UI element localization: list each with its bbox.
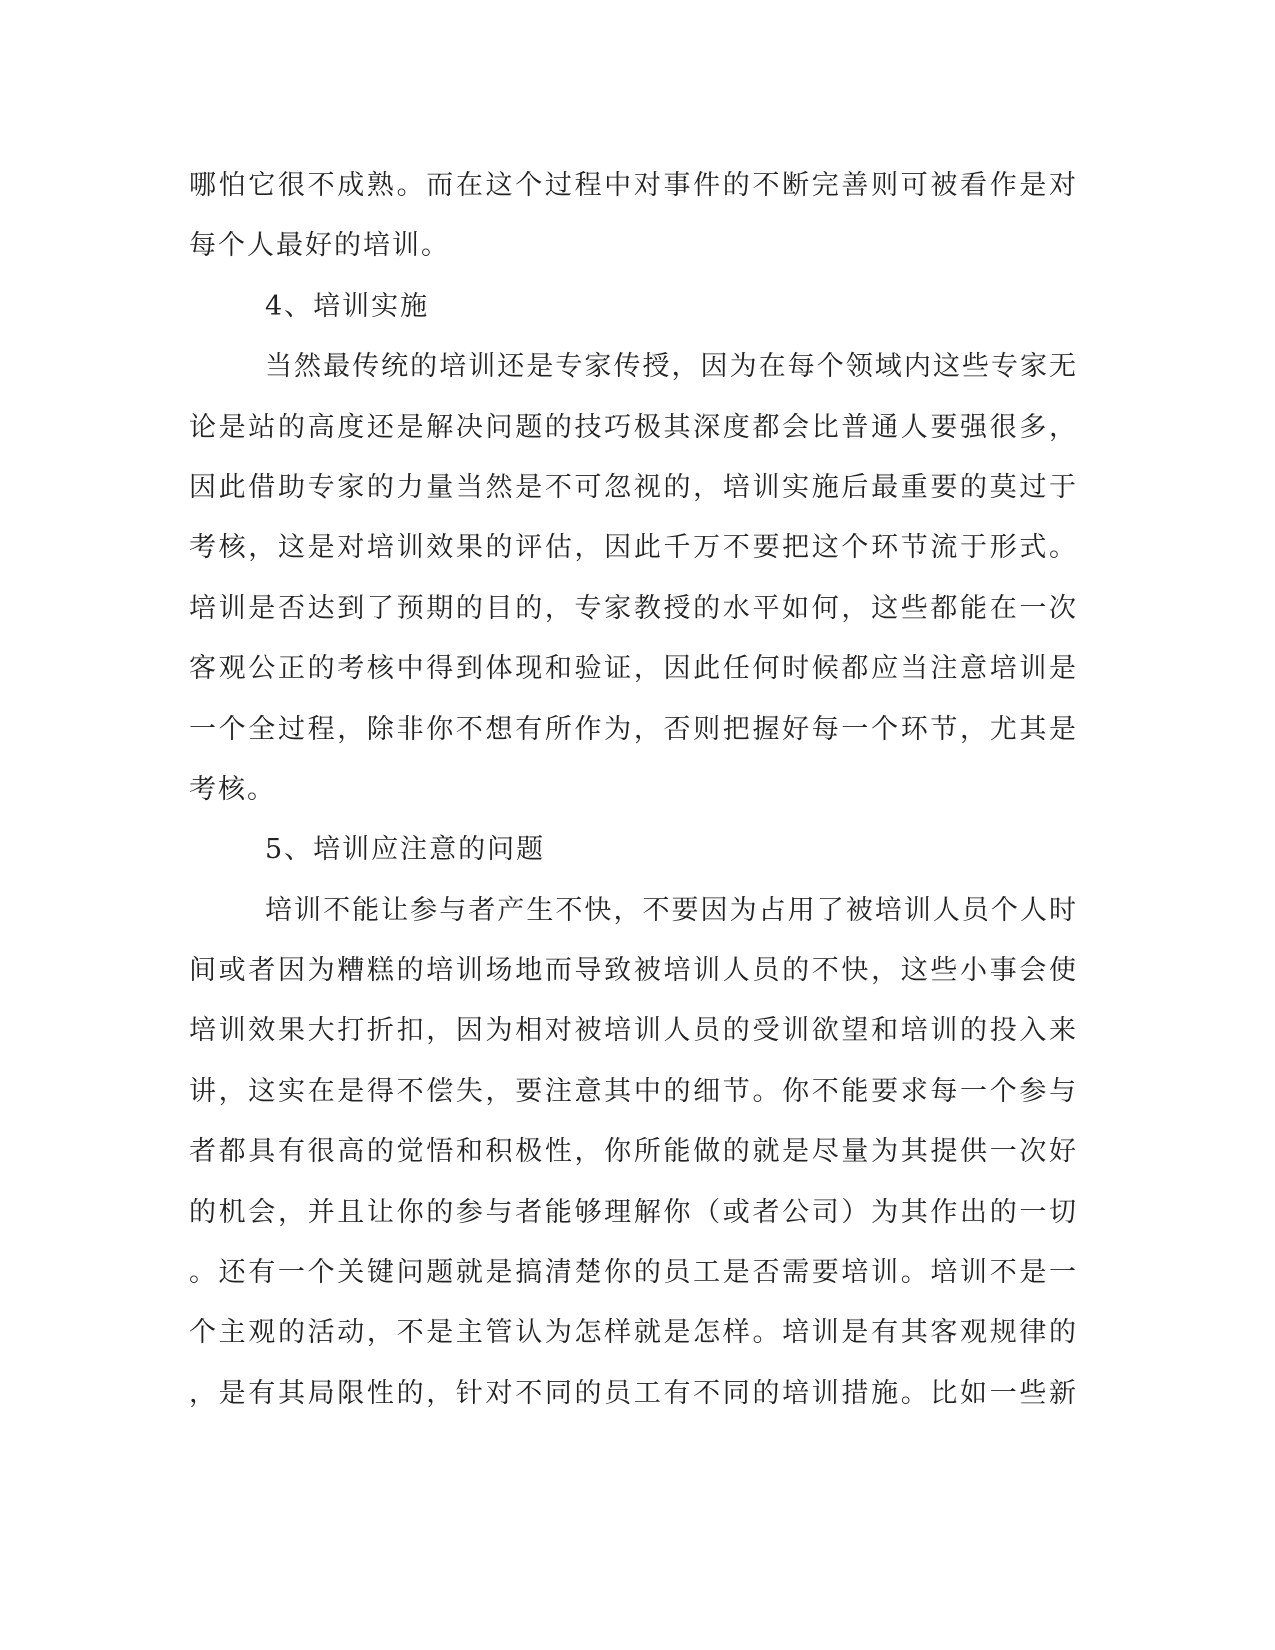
body-text-line: 培训不能让参与者产生不快，不要因为占用了被培训人员个人时 bbox=[265, 894, 1076, 926]
body-text-line: 因此借助专家的力量当然是不可忽视的，培训实施后最重要的莫过于 bbox=[189, 471, 1076, 503]
body-text-line: 哪怕它很不成熟。而在这个过程中对事件的不断完善则可被看作是对 bbox=[189, 170, 1076, 201]
body-text-line: 讲，这实在是得不偿失，要注意其中的细节。你不能要求每一个参与 bbox=[189, 1075, 1076, 1107]
body-text-line: 。还有一个关键问题就是搞清楚你的员工是否需要培训。培训不是一 bbox=[189, 1257, 1076, 1289]
body-text-line: 者都具有很高的觉悟和积极性，你所能做的就是尽量为其提供一次好 bbox=[189, 1136, 1076, 1168]
body-text-line: 的机会，并且让你的参与者能够理解你（或者公司）为其作出的一切 bbox=[189, 1196, 1076, 1228]
body-text-line: 培训是否达到了预期的目的，专家教授的水平如何，这些都能在一次 bbox=[189, 592, 1076, 624]
body-text-line: 每个人最好的培训。 bbox=[189, 230, 450, 262]
document-body bbox=[189, 156, 1089, 1424]
body-text-line: 考核，这是对培训效果的评估，因此千万不要把这个环节流于形式。 bbox=[189, 532, 1076, 564]
body-text-line: 一个全过程，除非你不想有所作为，否则把握好每一个环节，尤其是 bbox=[189, 713, 1076, 745]
body-text-line: 客观公正的考核中得到体现和验证，因此任何时候都应当注意培训是 bbox=[189, 653, 1076, 685]
body-text-line: 当然最传统的培训还是专家传授，因为在每个领域内这些专家无 bbox=[265, 351, 1076, 383]
section-heading: 5、培训应注意的问题 bbox=[265, 834, 546, 866]
section-heading: 4、培训实施 bbox=[265, 290, 430, 322]
body-text-line: 培训效果大打折扣，因为相对被培训人员的受训欲望和培训的投入来 bbox=[189, 1015, 1076, 1047]
body-text-line: 论是站的高度还是解决问题的技巧极其深度都会比普通人要强很多， bbox=[189, 411, 1076, 443]
body-text-line: ，是有其局限性的，针对不同的员工有不同的培训措施。比如一些新 bbox=[189, 1377, 1076, 1409]
body-text-line: 个主观的活动，不是主管认为怎样就是怎样。培训是有其客观规律的 bbox=[189, 1317, 1076, 1349]
body-text-line: 考核。 bbox=[189, 773, 276, 805]
body-text-line: 间或者因为糟糕的培训场地而导致被培训人员的不快，这些小事会使 bbox=[189, 955, 1076, 987]
